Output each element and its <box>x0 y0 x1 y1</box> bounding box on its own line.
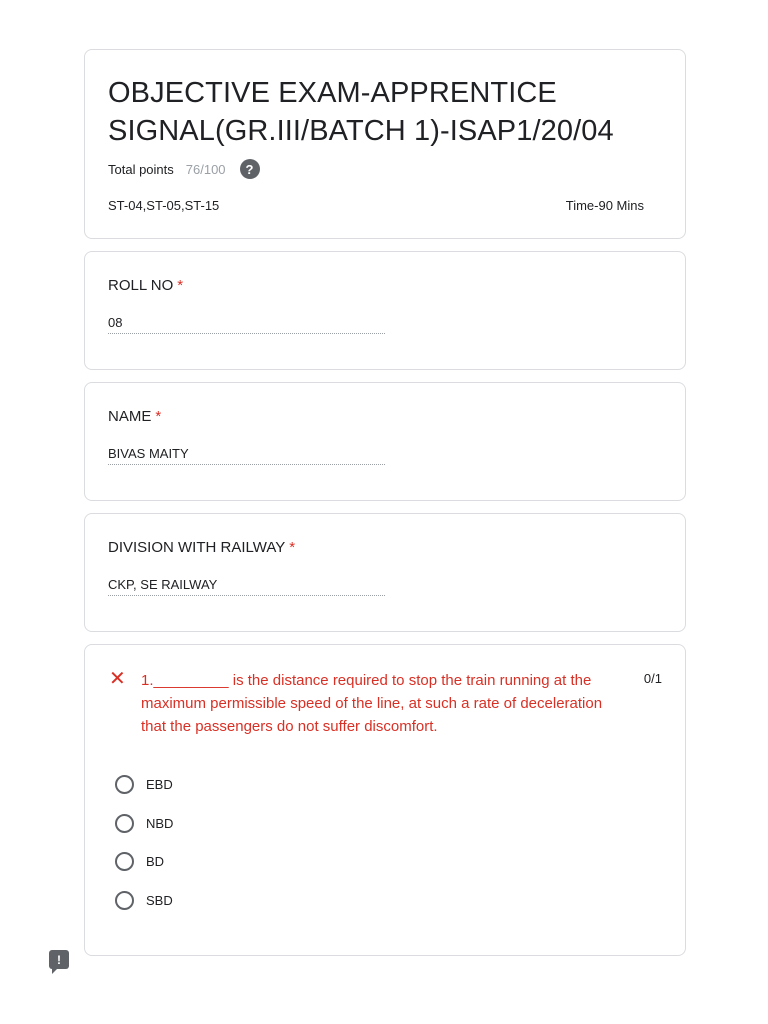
option-label: SBD <box>146 893 173 908</box>
division-answer: CKP, SE RAILWAY <box>108 577 385 596</box>
option-nbd[interactable] <box>115 814 173 833</box>
form-title: OBJECTIVE EXAM-APPRENTICE SIGNAL(GR.III/BATCH 1)-ISAP1/20/04 <box>108 77 614 147</box>
incorrect-x-icon: ✕ <box>109 668 126 690</box>
help-icon[interactable]: ? <box>240 159 260 179</box>
question-text: 1._________ is the distance required to stop the train running at the maximum permissible speed of the line, at such a rate of deceleration that the passengers do not suffer discomfort. <box>141 672 603 735</box>
option-label: EBD <box>146 777 173 792</box>
radio-circle-icon[interactable] <box>115 814 134 833</box>
option-label: NBD <box>146 816 174 831</box>
radio-circle-icon[interactable] <box>115 852 134 871</box>
division-label-text: DIVISION WITH RAILWAY <box>108 539 286 556</box>
name-label <box>108 408 161 425</box>
radio-circle-icon[interactable] <box>115 775 134 794</box>
total-points-label: Total points <box>108 161 174 177</box>
total-points-value: 76/100 <box>185 161 226 177</box>
feedback-icon[interactable]: ! <box>49 950 69 969</box>
required-asterisk: * <box>155 408 162 425</box>
name-card <box>84 382 686 501</box>
radio-circle-icon[interactable] <box>115 891 134 910</box>
option-bd[interactable] <box>115 852 164 871</box>
division-label <box>108 539 295 556</box>
form-description-time: Time-90 Mins <box>565 198 644 213</box>
option-sbd[interactable] <box>115 891 173 910</box>
required-asterisk: * <box>289 539 296 556</box>
required-asterisk: * <box>177 277 184 294</box>
roll-no-answer: 08 <box>108 315 385 334</box>
division-card <box>84 513 686 632</box>
roll-no-label <box>108 277 183 294</box>
name-answer: BIVAS MAITY <box>108 446 385 465</box>
form-description-sections: ST-04,ST-05,ST-15 <box>108 198 220 213</box>
total-points <box>108 159 260 179</box>
option-label: BD <box>146 854 165 869</box>
form-header-card <box>84 49 686 239</box>
name-label-text: NAME <box>108 408 152 425</box>
question-score: 0/1 <box>643 671 662 686</box>
option-ebd[interactable] <box>115 775 173 794</box>
question-card-1 <box>84 644 686 956</box>
roll-no-label-text: ROLL NO <box>108 277 174 294</box>
roll-no-card <box>84 251 686 370</box>
